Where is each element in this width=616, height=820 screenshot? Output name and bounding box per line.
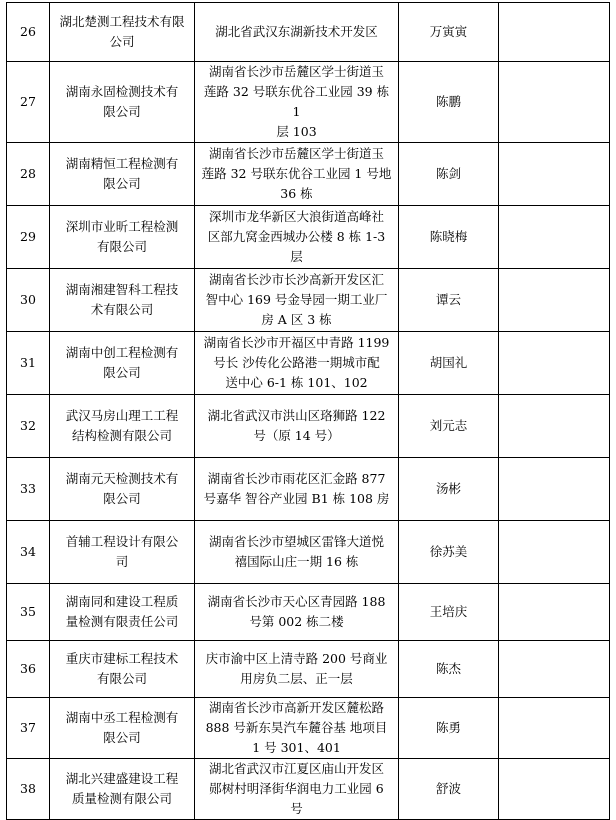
contact-person xyxy=(399,143,499,206)
row-number xyxy=(7,584,50,641)
table-row xyxy=(7,3,610,62)
contact-person xyxy=(399,3,499,62)
remarks-cell xyxy=(499,641,610,698)
company-name-text: 湖南中丞工程检测有 限公司 xyxy=(65,710,179,745)
company-name-text: 湖北兴建盛建设工程 质量检测有限公司 xyxy=(65,771,179,806)
remarks-cell xyxy=(499,759,610,820)
company-address-text: 湖南省长沙市高新开发区麓松路 888 号新东昊汽车麓谷基 地项目 1 号 301、401 xyxy=(205,700,388,755)
remarks-cell xyxy=(499,395,610,458)
row-number-text: 26 xyxy=(20,24,36,39)
company-address-text: 湖南省长沙市雨花区汇金路 877 号嘉华 智谷产业园 B1 栋 108 房 xyxy=(203,471,390,506)
company-address-text: 湖北省武汉市洪山区珞狮路 122 号（原 14 号） xyxy=(207,408,386,443)
row-number xyxy=(7,206,50,269)
company-address xyxy=(195,62,399,143)
company-address xyxy=(195,641,399,698)
table-row xyxy=(7,641,610,698)
remarks-cell xyxy=(499,584,610,641)
row-number xyxy=(7,521,50,584)
company-address-text: 湖北省武汉市江夏区庙山开发区 郧树村明泽街华润电力工业园 6 号 xyxy=(208,761,384,816)
contact-person xyxy=(399,584,499,641)
contact-person-text: 陈鹏 xyxy=(435,94,461,109)
company-name xyxy=(50,521,195,584)
company-name-text: 湖南湘建智科工程技 术有限公司 xyxy=(65,282,179,317)
contact-person xyxy=(399,698,499,759)
remarks-cell xyxy=(499,332,610,395)
contact-person xyxy=(399,395,499,458)
contact-person-text: 刘元志 xyxy=(429,418,468,433)
table-row xyxy=(7,395,610,458)
company-name xyxy=(50,3,195,62)
table-row xyxy=(7,269,610,332)
remarks-cell xyxy=(499,698,610,759)
company-address xyxy=(195,458,399,521)
contact-person-text: 陈杰 xyxy=(435,661,461,676)
company-name-text: 湖南同和建设工程质 量检测有限责任公司 xyxy=(65,594,179,629)
contact-person-text: 王培庆 xyxy=(429,604,468,619)
company-address-text: 湖南省长沙市天心区青园路 188 号第 002 栋二楼 xyxy=(207,594,386,629)
row-number xyxy=(7,332,50,395)
company-name-text: 武汉马房山理工工程 结构检测有限公司 xyxy=(65,408,179,443)
company-name-text: 重庆市建标工程技术 有限公司 xyxy=(65,651,179,686)
row-number-text: 27 xyxy=(20,94,36,109)
row-number xyxy=(7,458,50,521)
company-name xyxy=(50,143,195,206)
contact-person-text: 陈剑 xyxy=(435,166,461,181)
contact-person-text: 汤彬 xyxy=(435,481,461,496)
table-row xyxy=(7,62,610,143)
row-number-text: 35 xyxy=(20,604,36,619)
table-row xyxy=(7,759,610,820)
table-row xyxy=(7,206,610,269)
company-address xyxy=(195,698,399,759)
contact-person-text: 陈勇 xyxy=(435,720,461,735)
company-address xyxy=(195,395,399,458)
company-address xyxy=(195,269,399,332)
contact-person xyxy=(399,759,499,820)
row-number-text: 28 xyxy=(20,166,36,181)
company-name xyxy=(50,206,195,269)
company-address xyxy=(195,332,399,395)
contact-person xyxy=(399,458,499,521)
company-name xyxy=(50,332,195,395)
contact-person-text: 徐苏美 xyxy=(429,544,468,559)
company-name-text: 湖北楚测工程技术有限 公司 xyxy=(59,14,185,49)
table-row xyxy=(7,458,610,521)
row-number xyxy=(7,3,50,62)
row-number-text: 30 xyxy=(20,292,36,307)
company-address-text: 湖南省长沙市望城区雷锋大道悦 禧国际山庄一期 16 栋 xyxy=(208,534,384,569)
contact-person xyxy=(399,62,499,143)
company-name xyxy=(50,641,195,698)
company-name xyxy=(50,458,195,521)
table-row xyxy=(7,332,610,395)
contact-person-text: 万寅寅 xyxy=(429,24,468,39)
company-name-text: 深圳市业昕工程检测 有限公司 xyxy=(65,219,179,254)
remarks-cell xyxy=(499,521,610,584)
company-address xyxy=(195,759,399,820)
company-name-text: 湖南精恒工程检测有 限公司 xyxy=(65,156,179,191)
company-address-text: 湖南省长沙市长沙高新开发区汇 智中心 169 号金导园一期工业厂 房 A 区 3 栋 xyxy=(205,272,388,327)
company-name-text: 湖南元天检测技术有 限公司 xyxy=(65,471,179,506)
company-address-text: 湖北省武汉东湖新技术开发区 xyxy=(215,24,378,39)
company-address xyxy=(195,521,399,584)
remarks-cell xyxy=(499,3,610,62)
remarks-cell xyxy=(499,269,610,332)
contact-person-text: 舒波 xyxy=(435,781,461,796)
company-address xyxy=(195,3,399,62)
company-name xyxy=(50,269,195,332)
row-number xyxy=(7,143,50,206)
row-number-text: 38 xyxy=(20,781,36,796)
row-number xyxy=(7,698,50,759)
company-name xyxy=(50,698,195,759)
table-row xyxy=(7,584,610,641)
table-row xyxy=(7,521,610,584)
company-address-text: 湖南省长沙市岳麓区学士街道玉 莲路 32 号联东优谷工业园 39 栋 1 层 103 xyxy=(203,64,390,139)
company-table xyxy=(6,2,610,820)
company-name-text: 首辅工程设计有限公 司 xyxy=(65,534,179,569)
contact-person-text: 胡国礼 xyxy=(429,355,468,370)
company-name xyxy=(50,759,195,820)
contact-person xyxy=(399,641,499,698)
company-address xyxy=(195,206,399,269)
company-address xyxy=(195,143,399,206)
row-number xyxy=(7,759,50,820)
company-name-text: 湖南永固检测技术有 限公司 xyxy=(65,84,179,119)
contact-person-text: 谭云 xyxy=(435,292,461,307)
contact-person xyxy=(399,206,499,269)
table-row xyxy=(7,143,610,206)
remarks-cell xyxy=(499,62,610,143)
company-name xyxy=(50,584,195,641)
row-number-text: 33 xyxy=(20,481,36,496)
company-name xyxy=(50,395,195,458)
company-address-text: 湖南省长沙市岳麓区学士街道玉 莲路 32 号联东优谷工业园 1 号地 36 栋 xyxy=(201,146,392,201)
remarks-cell xyxy=(499,458,610,521)
contact-person xyxy=(399,269,499,332)
row-number-text: 31 xyxy=(20,355,36,370)
row-number-text: 36 xyxy=(20,661,36,676)
company-address-text: 湖南省长沙市开福区中青路 1199 号长 沙传化公路港一期城市配 送中心 6-1 栋 101、102 xyxy=(203,335,390,390)
row-number xyxy=(7,269,50,332)
table-body xyxy=(7,3,610,820)
remarks-cell xyxy=(499,143,610,206)
remarks-cell xyxy=(499,206,610,269)
company-address xyxy=(195,584,399,641)
contact-person-text: 陈晓梅 xyxy=(429,229,468,244)
row-number xyxy=(7,641,50,698)
company-address-text: 庆市渝中区上清寺路 200 号商业 用房负二层、正一层 xyxy=(205,651,388,686)
company-name-text: 湖南中创工程检测有 限公司 xyxy=(65,345,179,380)
row-number xyxy=(7,395,50,458)
row-number-text: 32 xyxy=(20,418,36,433)
row-number-text: 29 xyxy=(20,229,36,244)
contact-person xyxy=(399,332,499,395)
row-number-text: 34 xyxy=(20,544,36,559)
table-row xyxy=(7,698,610,759)
row-number-text: 37 xyxy=(20,720,36,735)
company-address-text: 深圳市龙华新区大浪街道高峰社 区部九窝金西城办公楼 8 栋 1-3 层 xyxy=(207,209,386,264)
row-number xyxy=(7,62,50,143)
contact-person xyxy=(399,521,499,584)
company-name xyxy=(50,62,195,143)
